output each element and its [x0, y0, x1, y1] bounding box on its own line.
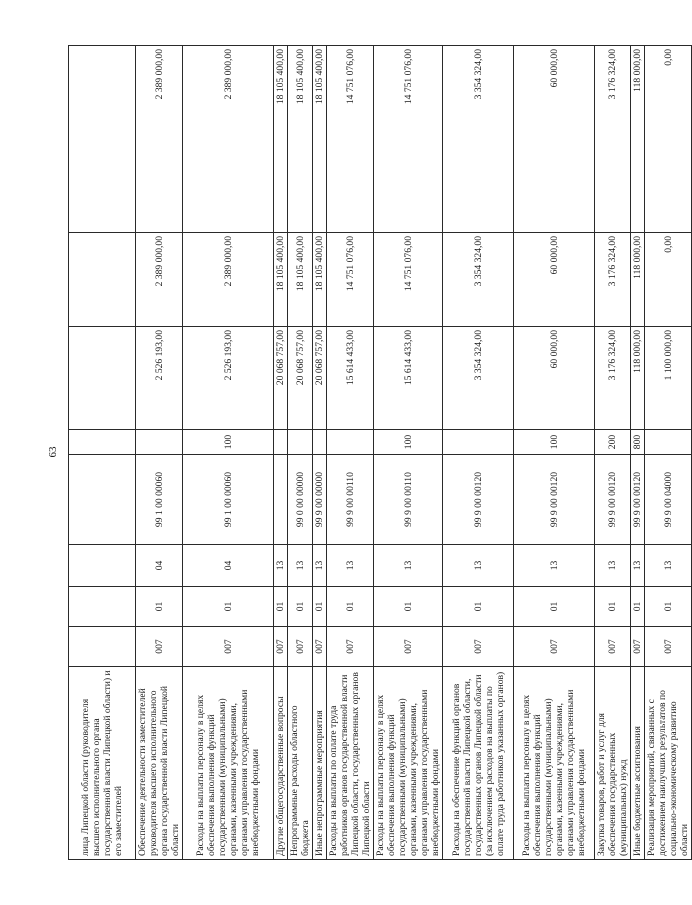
- row-amount-3: 14 751 076,00: [327, 46, 374, 233]
- row-name: Непрограммные расходы областного бюджета: [288, 667, 313, 860]
- row-name: Иные бюджетные ассигнования: [631, 667, 645, 860]
- table-row: [183, 46, 274, 860]
- table-row: [631, 46, 645, 860]
- row-amount-1: [69, 327, 136, 430]
- row-amount-3: 2 389 000,00: [183, 46, 274, 233]
- row-amount-3: 3 354 324,00: [443, 46, 514, 233]
- page-number: 63: [47, 446, 59, 458]
- row-subsection: 13: [288, 545, 313, 587]
- row-amount-2: 14 751 076,00: [374, 233, 443, 327]
- row-amount-1: 3 354 324,00: [443, 327, 514, 430]
- row-expense-type: 800: [631, 430, 645, 455]
- budget-table: [68, 45, 692, 860]
- row-amount-2: 3 176 324,00: [595, 233, 631, 327]
- row-name: Расходы на обеспечение функций органов государственной власти Липецкой области, государственных органов Липецкой области (за исключением расходов на выплаты по оплате труда работников указанных органов): [443, 667, 514, 860]
- row-target-article: 99 1 00 00060: [136, 455, 183, 545]
- row-code: 007: [288, 627, 313, 667]
- row-section: 01: [514, 587, 595, 627]
- row-amount-3: [69, 46, 136, 233]
- row-expense-type: [645, 430, 692, 455]
- row-amount-3: 14 751 076,00: [374, 46, 443, 233]
- row-name: Расходы на выплаты персоналу в целях обеспечения выполнения функций государственными (муниципальными) органами, казенными учреждениями, органами управления государственными внебюджетными фондами: [183, 667, 274, 860]
- row-amount-1: 118 000,00: [631, 327, 645, 430]
- row-subsection: [69, 545, 136, 587]
- row-target-article: 99 9 00 00120: [595, 455, 631, 545]
- row-amount-1: 20 068 757,00: [313, 327, 327, 430]
- row-amount-3: 2 389 000,00: [136, 46, 183, 233]
- row-expense-type: 100: [374, 430, 443, 455]
- row-amount-3: 3 176 324,00: [595, 46, 631, 233]
- row-amount-3: 118 000,00: [631, 46, 645, 233]
- table-row: [595, 46, 631, 860]
- row-expense-type: 200: [595, 430, 631, 455]
- row-target-article: 99 9 00 00120: [443, 455, 514, 545]
- row-code: 007: [514, 627, 595, 667]
- row-code: 007: [136, 627, 183, 667]
- row-amount-1: 2 526 193,00: [136, 327, 183, 430]
- row-amount-1: 15 614 433,00: [374, 327, 443, 430]
- row-amount-2: 118 000,00: [631, 233, 645, 327]
- row-target-article: [274, 455, 288, 545]
- table-row: [645, 46, 692, 860]
- row-section: 01: [313, 587, 327, 627]
- row-expense-type: [313, 430, 327, 455]
- row-amount-1: 20 068 757,00: [288, 327, 313, 430]
- table-row: [136, 46, 183, 860]
- row-name: Расходы на выплаты по оплате труда работников органов государственной власти Липецкой области, государственных органов Липецкой области: [327, 667, 374, 860]
- row-amount-2: 18 105 400,00: [274, 233, 288, 327]
- row-code: 007: [183, 627, 274, 667]
- row-code: [69, 627, 136, 667]
- row-subsection: 13: [327, 545, 374, 587]
- row-section: 01: [288, 587, 313, 627]
- row-section: 01: [645, 587, 692, 627]
- row-amount-2: 18 105 400,00: [288, 233, 313, 327]
- row-section: 01: [136, 587, 183, 627]
- row-name: Другие общегосударственные вопросы: [274, 667, 288, 860]
- table-row: [274, 46, 288, 860]
- table-row: [288, 46, 313, 860]
- row-amount-3: 18 105 400,00: [288, 46, 313, 233]
- budget-sheet: [68, 46, 690, 860]
- row-code: 007: [443, 627, 514, 667]
- row-amount-3: 18 105 400,00: [274, 46, 288, 233]
- row-name: Расходы на выплаты персоналу в целях обеспечения выполнения функций государственными (муниципальными) органами, казенными учреждениями, органами управления государственными внебюджетными фондами: [514, 667, 595, 860]
- row-target-article: 99 9 00 00110: [374, 455, 443, 545]
- row-expense-type: [274, 430, 288, 455]
- row-section: 01: [631, 587, 645, 627]
- row-subsection: 13: [274, 545, 288, 587]
- row-amount-3: 60 000,00: [514, 46, 595, 233]
- row-amount-1: 60 000,00: [514, 327, 595, 430]
- row-target-article: 99 9 00 04000: [645, 455, 692, 545]
- row-amount-1: 15 614 433,00: [327, 327, 374, 430]
- row-expense-type: [69, 430, 136, 455]
- table-row: [313, 46, 327, 860]
- row-subsection: 13: [443, 545, 514, 587]
- row-amount-2: 18 105 400,00: [313, 233, 327, 327]
- row-amount-3: 18 105 400,00: [313, 46, 327, 233]
- row-section: 01: [274, 587, 288, 627]
- row-expense-type: [443, 430, 514, 455]
- row-amount-2: 2 389 000,00: [136, 233, 183, 327]
- row-name: Расходы на выплаты персоналу в целях обеспечения выполнения функций государственными (муниципальными) органами, казенными учреждениями, органами управления государственными внебюджетными фондами: [374, 667, 443, 860]
- row-subsection: 13: [313, 545, 327, 587]
- row-name: Закупка товаров, работ и услуг для обеспечения государственных (муниципальных) нужд: [595, 667, 631, 860]
- row-section: 01: [595, 587, 631, 627]
- row-expense-type: [288, 430, 313, 455]
- row-section: 01: [183, 587, 274, 627]
- table-row: [69, 46, 136, 860]
- row-code: 007: [274, 627, 288, 667]
- table-row: [443, 46, 514, 860]
- row-subsection: 04: [183, 545, 274, 587]
- row-amount-1: 3 176 324,00: [595, 327, 631, 430]
- row-subsection: 04: [136, 545, 183, 587]
- row-amount-2: 60 000,00: [514, 233, 595, 327]
- row-target-article: 99 9 00 00000: [313, 455, 327, 545]
- row-amount-3: 0,00: [645, 46, 692, 233]
- row-subsection: 13: [374, 545, 443, 587]
- row-subsection: 13: [645, 545, 692, 587]
- row-amount-2: 14 751 076,00: [327, 233, 374, 327]
- table-row: [327, 46, 374, 860]
- row-name: Обеспечение деятельности заместителей руководителя высшего исполнительного органа государственной власти Липецкой области: [136, 667, 183, 860]
- row-target-article: 99 9 00 00120: [631, 455, 645, 545]
- row-code: 007: [313, 627, 327, 667]
- row-subsection: 13: [514, 545, 595, 587]
- row-code: 007: [645, 627, 692, 667]
- row-amount-1: 1 100 000,00: [645, 327, 692, 430]
- row-section: 01: [327, 587, 374, 627]
- row-target-article: 99 9 00 00110: [327, 455, 374, 545]
- row-subsection: 13: [595, 545, 631, 587]
- row-code: 007: [374, 627, 443, 667]
- table-row: [514, 46, 595, 860]
- row-name: Иные непрограммные мероприятия: [313, 667, 327, 860]
- row-amount-2: 2 389 000,00: [183, 233, 274, 327]
- row-target-article: 99 0 00 00000: [288, 455, 313, 545]
- row-amount-1: 20 068 757,00: [274, 327, 288, 430]
- table-row: [374, 46, 443, 860]
- row-subsection: 13: [631, 545, 645, 587]
- row-expense-type: [327, 430, 374, 455]
- row-amount-2: 0,00: [645, 233, 692, 327]
- row-target-article: 99 9 00 00120: [514, 455, 595, 545]
- row-expense-type: 100: [514, 430, 595, 455]
- row-name: Реализация мероприятий, связанных с достижением наилучших результатов по социально-экономическому развитию области: [645, 667, 692, 860]
- row-expense-type: 100: [183, 430, 274, 455]
- row-section: [69, 587, 136, 627]
- row-amount-1: 2 526 193,00: [183, 327, 274, 430]
- row-amount-2: 3 354 324,00: [443, 233, 514, 327]
- row-amount-2: [69, 233, 136, 327]
- row-section: 01: [374, 587, 443, 627]
- row-section: 01: [443, 587, 514, 627]
- row-expense-type: [136, 430, 183, 455]
- row-target-article: [69, 455, 136, 545]
- row-code: 007: [595, 627, 631, 667]
- row-code: 007: [631, 627, 645, 667]
- row-code: 007: [327, 627, 374, 667]
- row-target-article: 99 1 00 00060: [183, 455, 274, 545]
- row-name: лица Липецкой области (руководителя высшего исполнительного органа государственной власти Липецкой области) и его заместителей: [69, 667, 136, 860]
